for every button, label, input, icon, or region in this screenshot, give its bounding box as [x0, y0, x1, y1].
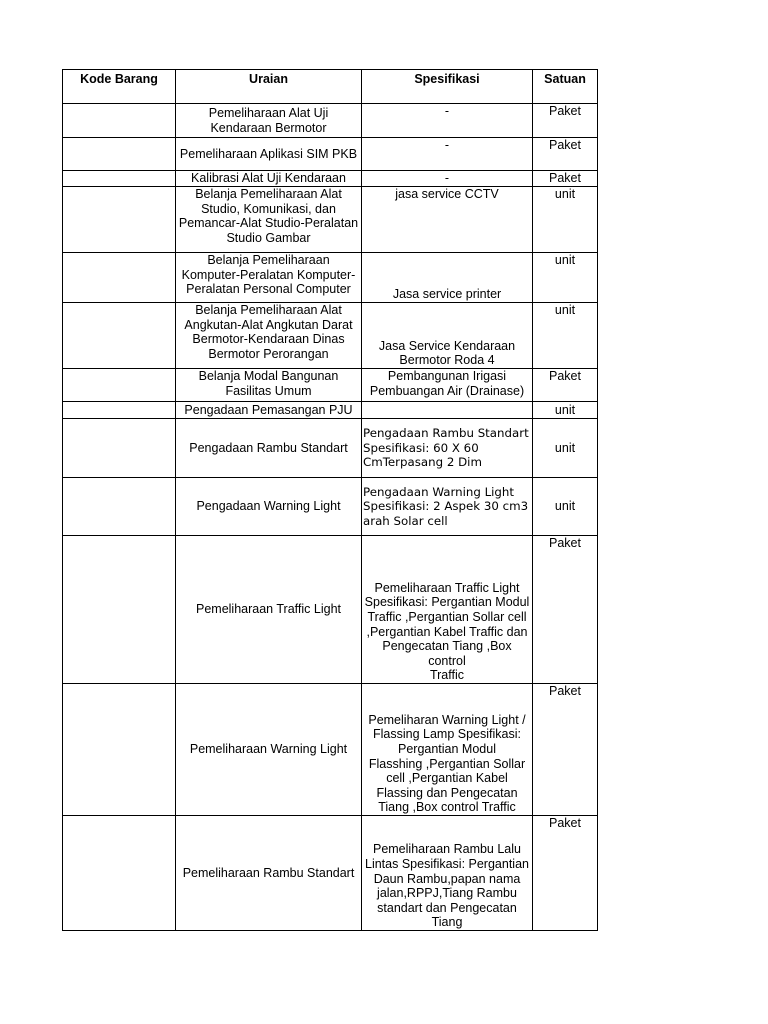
table-row: [63, 816, 598, 931]
kode-cell: [63, 419, 176, 478]
kode-cell: [63, 478, 176, 536]
satuan-cell: Paket: [533, 536, 598, 684]
header-kode-barang: Kode Barang: [63, 70, 176, 104]
satuan-cell: Paket: [533, 138, 598, 171]
uraian-cell: Belanja Pemeliharaan Alat Studio, Komunikasi, dan Pemancar-Alat Studio-Peralatan Studio Gambar: [176, 187, 362, 253]
kode-cell: [63, 253, 176, 303]
spesifikasi-cell: Jasa service printer: [362, 253, 533, 303]
spesifikasi-cell: Jasa Service Kendaraan Bermotor Roda 4: [362, 303, 533, 369]
table-row: [63, 187, 598, 253]
spesifikasi-cell: Pemeliharan Warning Light / Flassing Lamp Spesifikasi: Pergantian Modul Flasshing ,Pergantian Sollar cell ,Pergantian Kabel Flassing dan Pengecatan Tiang ,Box control Traffic: [362, 684, 533, 816]
uraian-cell: Belanja Modal Bangunan Fasilitas Umum: [176, 369, 362, 402]
header-uraian: Uraian: [176, 70, 362, 104]
header-spesifikasi: Spesifikasi: [362, 70, 533, 104]
table-row: [63, 138, 598, 171]
uraian-cell: Pengadaan Warning Light: [176, 478, 362, 536]
kode-cell: [63, 187, 176, 253]
table-row: [63, 303, 598, 369]
table-row: [63, 369, 598, 402]
spesifikasi-cell: Pengadaan Rambu Standart Spesifikasi: 60 X 60 CmTerpasang 2 Dim: [362, 419, 533, 478]
uraian-cell: Belanja Pemeliharaan Alat Angkutan-Alat Angkutan Darat Bermotor-Kendaraan Dinas Bermotor Perorangan: [176, 303, 362, 369]
spesifikasi-cell: [362, 402, 533, 419]
header-row: [63, 70, 598, 104]
spesifikasi-cell: Pemeliharaan Traffic Light Spesifikasi: Pergantian Modul Traffic ,Pergantian Sollar cell ,Pergantian Kabel Traffic dan Pengecatan Tiang ,Box control Traffic: [362, 536, 533, 684]
uraian-cell: Pemeliharaan Warning Light: [176, 684, 362, 816]
table-row: [63, 402, 598, 419]
spesifikasi-cell: -: [362, 171, 533, 187]
table-row: [63, 684, 598, 816]
spesifikasi-cell: jasa service CCTV: [362, 187, 533, 253]
header-satuan: Satuan: [533, 70, 598, 104]
uraian-cell: Pengadaan Pemasangan PJU: [176, 402, 362, 419]
satuan-cell: unit: [533, 303, 598, 369]
table-row: [63, 253, 598, 303]
spesifikasi-cell: -: [362, 104, 533, 138]
kode-cell: [63, 536, 176, 684]
spesifikasi-cell: -: [362, 138, 533, 171]
satuan-cell: Paket: [533, 816, 598, 931]
uraian-cell: Pemeliharaan Rambu Standart: [176, 816, 362, 931]
satuan-cell: unit: [533, 419, 598, 478]
table-row: [63, 478, 598, 536]
table-row: [63, 419, 598, 478]
uraian-cell: Belanja Pemeliharaan Komputer-Peralatan Komputer- Peralatan Personal Computer: [176, 253, 362, 303]
spesifikasi-cell: Pemeliharaan Rambu Lalu Lintas Spesifikasi: Pergantian Daun Rambu,papan nama jalan,RPPJ,Tiang Rambu standart dan Pengecatan Tiang: [362, 816, 533, 931]
satuan-cell: Paket: [533, 104, 598, 138]
satuan-cell: unit: [533, 478, 598, 536]
satuan-cell: unit: [533, 253, 598, 303]
kode-cell: [63, 303, 176, 369]
uraian-cell: Pemeliharaan Traffic Light: [176, 536, 362, 684]
uraian-cell: Pemeliharaan Aplikasi SIM PKB: [176, 138, 362, 171]
table-row: [63, 104, 598, 138]
satuan-cell: Paket: [533, 369, 598, 402]
uraian-cell: Pemeliharaan Alat Uji Kendaraan Bermotor: [176, 104, 362, 138]
spesifikasi-cell: Pembangunan Irigasi Pembuangan Air (Drainase): [362, 369, 533, 402]
kode-cell: [63, 816, 176, 931]
satuan-cell: Paket: [533, 171, 598, 187]
kode-cell: [63, 369, 176, 402]
satuan-cell: unit: [533, 187, 598, 253]
table-row: [63, 536, 598, 684]
kode-cell: [63, 138, 176, 171]
spesifikasi-cell: Pengadaan Warning Light Spesifikasi: 2 Aspek 30 cm3 arah Solar cell: [362, 478, 533, 536]
satuan-cell: Paket: [533, 684, 598, 816]
kode-cell: [63, 402, 176, 419]
items-table: [62, 69, 598, 931]
uraian-cell: Kalibrasi Alat Uji Kendaraan: [176, 171, 362, 187]
uraian-cell: Pengadaan Rambu Standart: [176, 419, 362, 478]
kode-cell: [63, 104, 176, 138]
table-row: [63, 171, 598, 187]
satuan-cell: unit: [533, 402, 598, 419]
kode-cell: [63, 171, 176, 187]
kode-cell: [63, 684, 176, 816]
